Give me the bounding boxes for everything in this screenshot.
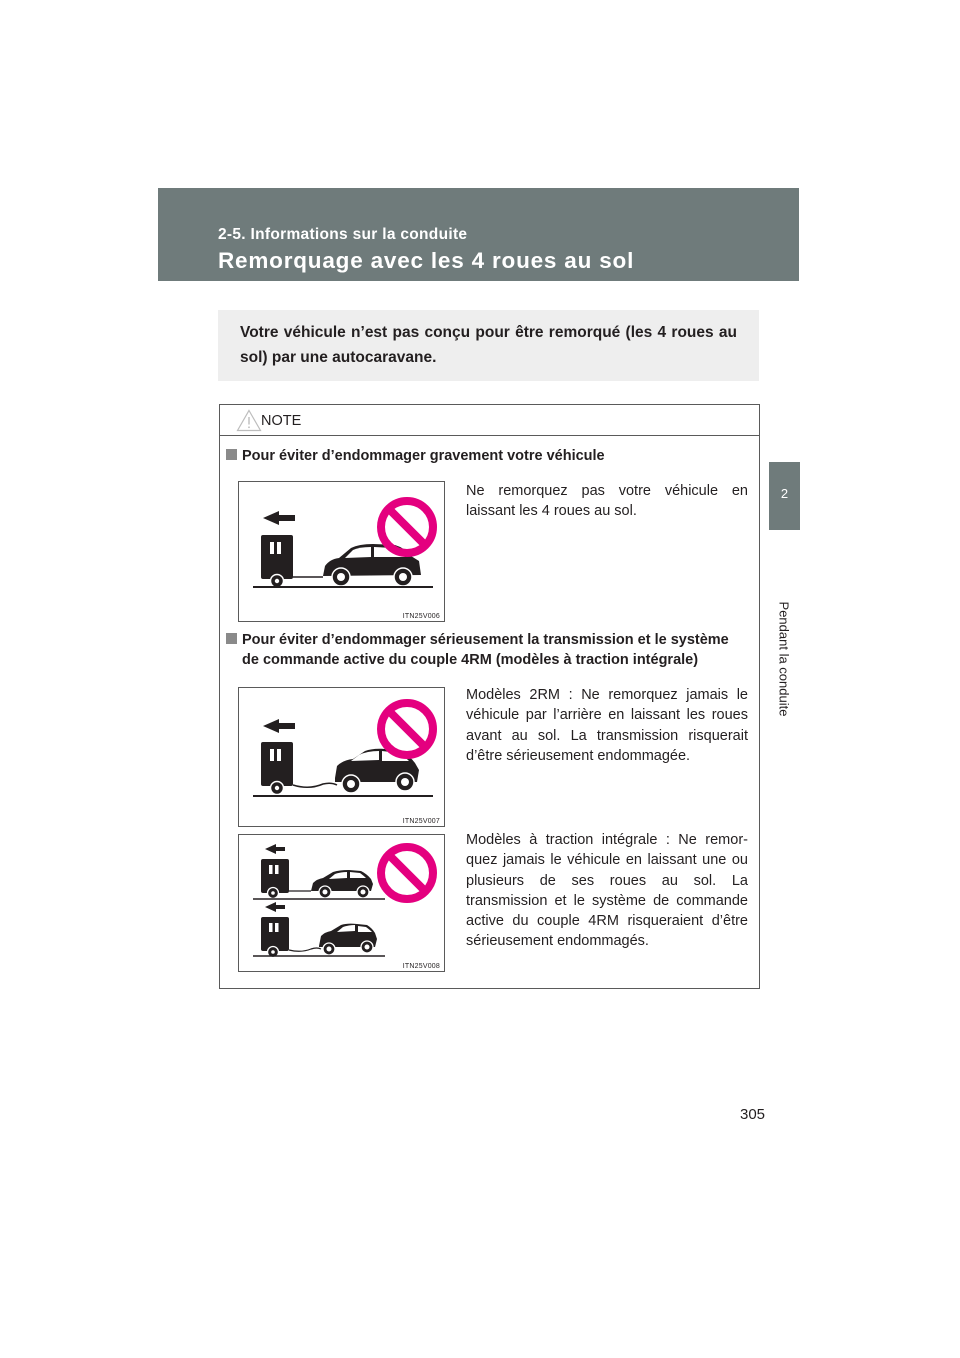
arrow-left-icon	[265, 902, 285, 912]
bullet-heading-2	[226, 630, 729, 670]
illustration-itn25v007	[238, 687, 445, 827]
arrow-left-icon	[263, 719, 295, 733]
intro-box	[218, 310, 759, 381]
section-label: 2-5. Informations sur la conduite	[218, 226, 468, 243]
illustration-drawing	[239, 482, 444, 621]
note-header	[220, 405, 759, 436]
chapter-caption	[772, 579, 796, 739]
warning-triangle-icon	[236, 409, 262, 432]
page-number: 305	[740, 1106, 766, 1123]
note-text-1: Ne remorquez pas votre véhicule en laissant les 4 roues au sol.	[466, 483, 748, 520]
note-label: NOTE	[261, 413, 302, 429]
arrow-left-icon	[265, 844, 285, 854]
intro-text: Votre véhicule n’est pas conçu pour être remorqué (les 4 roues au sol) par une autocaravane.	[240, 324, 737, 366]
bullet-heading-1	[226, 446, 605, 466]
bullet-heading-2-line1: Pour éviter d’endommager sérieusement la transmission et le système	[242, 632, 729, 648]
illustration-code: ITN25V006	[402, 613, 440, 620]
illustration-drawing	[239, 835, 444, 971]
illustration-itn25v008	[238, 834, 445, 972]
page-title: Remorquage avec les 4 roues au sol	[218, 248, 635, 273]
note-box	[219, 404, 760, 989]
note-text-3: Modèles à traction intégrale : Ne remor-quez jamais le véhicule en laissant une ou plusieurs de ses roues au sol. La transmission et le système de commande active du couple 4RM risqueraient d’être sérieusement endommagés.	[466, 832, 748, 950]
bullet-heading-2-line2: de commande active du couple 4RM (modèles à traction intégrale)	[242, 652, 699, 668]
illustration-code: ITN25V007	[402, 818, 440, 825]
note-text-2: Modèles 2RM : Ne remorquez jamais le véhicule par l’arrière en laissant les roues avant au sol. La transmission risquerait d’être sérieusement endommagée.	[466, 687, 748, 764]
illustration-drawing	[239, 688, 444, 826]
prohibition-icon	[381, 703, 433, 755]
prohibition-icon	[381, 847, 433, 899]
arrow-left-icon	[263, 511, 295, 525]
bullet-square	[226, 633, 237, 644]
chapter-caption-text: Pendant la conduite	[776, 601, 792, 717]
bullet-square	[226, 449, 237, 460]
chapter-number: 2	[780, 486, 789, 501]
prohibition-icon	[381, 501, 433, 553]
bullet-heading-1-text: Pour éviter d’endommager gravement votre véhicule	[242, 448, 605, 464]
illustration-itn25v006	[238, 481, 445, 622]
illustration-code: ITN25V008	[402, 963, 440, 970]
chapter-tab	[769, 462, 800, 530]
